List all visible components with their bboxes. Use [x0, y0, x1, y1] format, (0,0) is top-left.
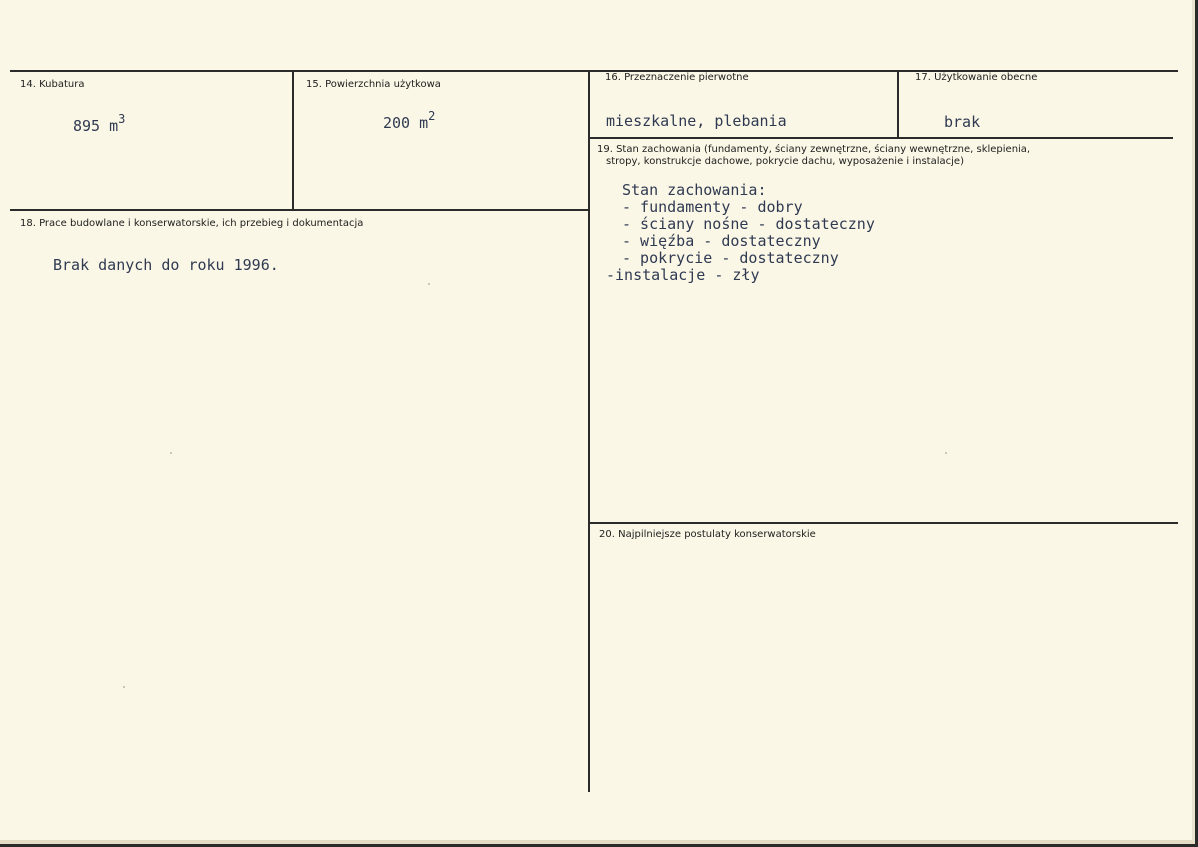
- center-divider: [588, 72, 590, 792]
- rule-above-20: [590, 522, 1178, 524]
- field-14-exponent: 3: [118, 112, 126, 126]
- field-16-label: 16. Przeznaczenie pierwotne: [605, 72, 749, 83]
- field-15-value: [383, 110, 435, 132]
- field-14-value: [73, 113, 125, 135]
- state-item-roof-truss: - więźba - dostateczny: [622, 232, 821, 250]
- state-item-load-bearing-walls: - ściany nośne - dostateczny: [622, 215, 875, 233]
- paper-speck: [945, 452, 947, 454]
- field-18-label: 18. Prace budowlane i konserwatorskie, ich przebieg i dokumentacja: [20, 218, 364, 229]
- rule-under-14-15: [10, 209, 588, 211]
- paper-speck: [170, 452, 172, 454]
- field-19-label-line2: stropy, konstrukcje dachowe, pokrycie dachu, wyposażenie i instalacje): [606, 156, 964, 167]
- field-14-number: 895 m: [73, 117, 119, 135]
- rule-under-16-17: [590, 137, 1173, 139]
- divider-14-15: [292, 72, 294, 210]
- field-20-label: 20. Najpilniejsze postulaty konserwatorskie: [599, 529, 816, 540]
- paper-speck: [123, 686, 125, 688]
- field-15-label: 15. Powierzchnia użytkowa: [306, 79, 441, 90]
- paper-speck: [428, 283, 430, 285]
- field-18-value: Brak danych do roku 1996.: [53, 256, 279, 274]
- field-19-state-list: [606, 182, 875, 284]
- field-16-value: mieszkalne, plebania: [606, 112, 787, 130]
- divider-16-17: [897, 72, 899, 138]
- state-item-installations: -instalacje - zły: [606, 266, 760, 284]
- field-17-value: brak: [944, 113, 981, 131]
- state-item-foundations: - fundamenty - dobry: [622, 198, 803, 216]
- state-item-roofing: - pokrycie - dostateczny: [622, 249, 839, 267]
- field-15-exponent: 2: [428, 109, 436, 123]
- field-15-number: 200 m: [383, 114, 429, 132]
- field-19-label-line1: 19. Stan zachowania (fundamenty, ściany zewnętrzne, ściany wewnętrzne, sklepienia,: [597, 144, 1031, 155]
- state-heading: Stan zachowania:: [622, 181, 767, 199]
- field-14-label: 14. Kubatura: [20, 79, 85, 90]
- field-17-label: 17. Użytkowanie obecne: [915, 72, 1038, 83]
